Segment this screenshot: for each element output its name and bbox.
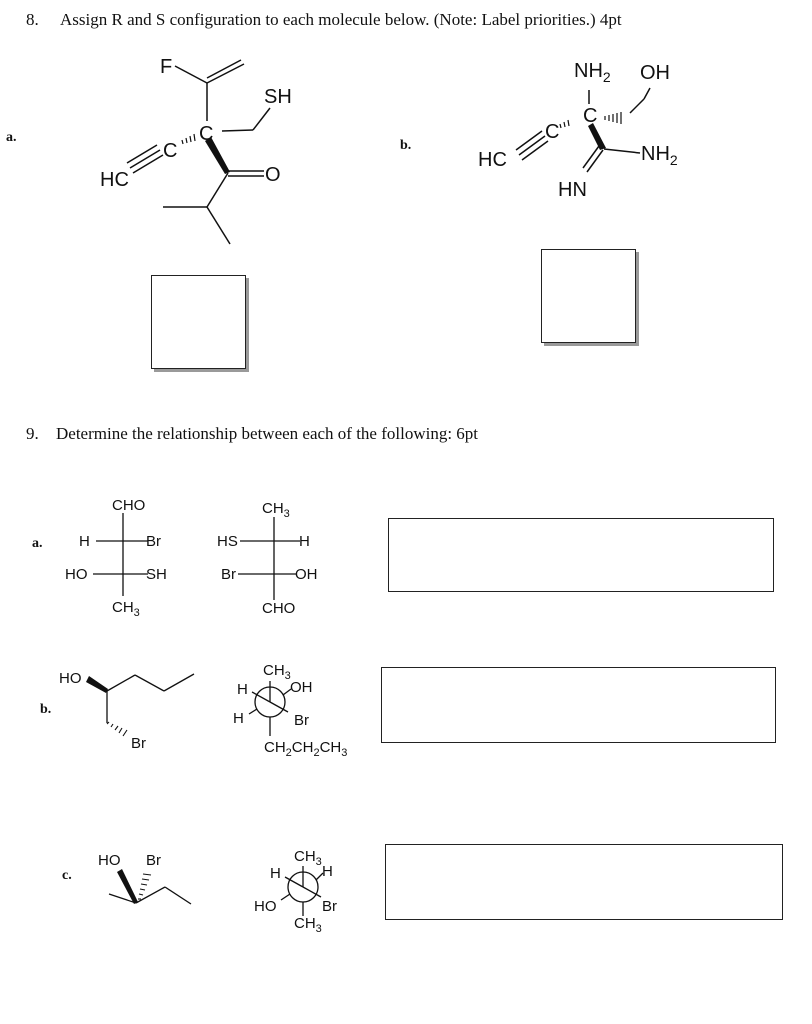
newman-9b-front-left: H: [237, 681, 248, 698]
fischer-2: [238, 517, 300, 600]
question-8-number: 8.: [26, 10, 39, 29]
skeletal-9c-ho: HO: [98, 852, 121, 869]
fischer1-r1-left: H: [79, 533, 90, 550]
molecule-8a: [127, 60, 270, 244]
newman-9c-left: H: [270, 865, 281, 882]
atom-c-8a: C: [199, 123, 214, 145]
fischer2-top: $CH_3$: [262, 500, 290, 520]
hash-bond-8b-right: [605, 112, 621, 124]
question-9-prompt: Determine the relationship between each of the following: 6pt: [56, 424, 479, 443]
skeletal-9b: [107, 674, 194, 723]
newman-9c-top: $CH_3$: [294, 848, 322, 868]
q9-part-b-label: b.: [40, 702, 52, 717]
fischer-1: [93, 513, 148, 596]
fischer1-top: CHO: [112, 497, 146, 514]
newman-9c-bottom-left: HO: [254, 898, 277, 915]
newman-9b-back-right: OH: [290, 679, 313, 696]
atom-sh-8a: SH: [264, 86, 292, 108]
newman-9b-bottom: $CH_2CH_2CH_3$: [264, 739, 348, 759]
atom-f-8a: F: [160, 56, 173, 78]
wedge-9b: [86, 676, 108, 693]
atom-nh2-top-8b: $NH_2$: [574, 60, 611, 85]
fischer2-r1-left: HS: [217, 533, 238, 550]
newman-9b-front-top: $CH_3$: [263, 662, 291, 682]
atom-hc-8a: HC: [100, 169, 129, 191]
q9-part-c-label: c.: [62, 868, 72, 883]
q9-part-a-label: a.: [32, 536, 43, 551]
atom-nh2-right-8b: $NH_2$: [641, 143, 678, 168]
fischer1-bottom: $CH_3$: [112, 599, 140, 619]
atom-oh-8b: OH: [640, 62, 670, 84]
q8-part-a-label: a.: [6, 130, 17, 145]
newman-9c-right-top: H: [322, 863, 333, 880]
fischer2-r2-right: OH: [295, 566, 318, 583]
newman-9b-back-left: H: [233, 710, 244, 727]
atom-hn-8b: HN: [558, 179, 587, 201]
fischer2-bottom: CHO: [262, 600, 296, 617]
skeletal-9b-ho: HO: [59, 670, 82, 687]
atom-hc-8b: HC: [478, 149, 507, 171]
hash-9b: [107, 722, 127, 736]
atom-c-8b: C: [583, 105, 598, 127]
wedge-9c: [117, 869, 138, 904]
fischer1-r2-right: SH: [146, 566, 167, 583]
question-9-number: 9.: [26, 424, 39, 443]
skeletal-9c-br: Br: [146, 852, 161, 869]
newman-9b: [249, 681, 291, 736]
newman-9b-front-right: Br: [294, 712, 309, 729]
fischer1-r1-right: Br: [146, 533, 161, 550]
atom-o-8a: O: [265, 164, 281, 186]
newman-9c-bottom: $CH_3$: [294, 915, 322, 935]
hash-bond-8b-left: [560, 120, 569, 128]
skeletal-9c: [109, 887, 191, 904]
question-8-prompt: Assign R and S configuration to each molecule below. (Note: Label priorities.) 4pt: [60, 10, 622, 29]
fischer2-r1-right: H: [299, 533, 310, 550]
molecule-8b: [516, 88, 650, 172]
newman-9c-bottom-right: Br: [322, 898, 337, 915]
atom-c-alkyne-8b: C: [545, 121, 560, 143]
fischer1-r2-left: HO: [65, 566, 88, 583]
hash-bond-8a: [182, 134, 195, 144]
skeletal-9b-br: Br: [131, 735, 146, 752]
q8-part-b-label: b.: [400, 138, 412, 153]
newman-9c: [281, 866, 323, 916]
atom-c-alkyne-8a: C: [163, 140, 178, 162]
wedge-bond-8b: [588, 123, 606, 150]
fischer2-r2-left: Br: [221, 566, 236, 583]
